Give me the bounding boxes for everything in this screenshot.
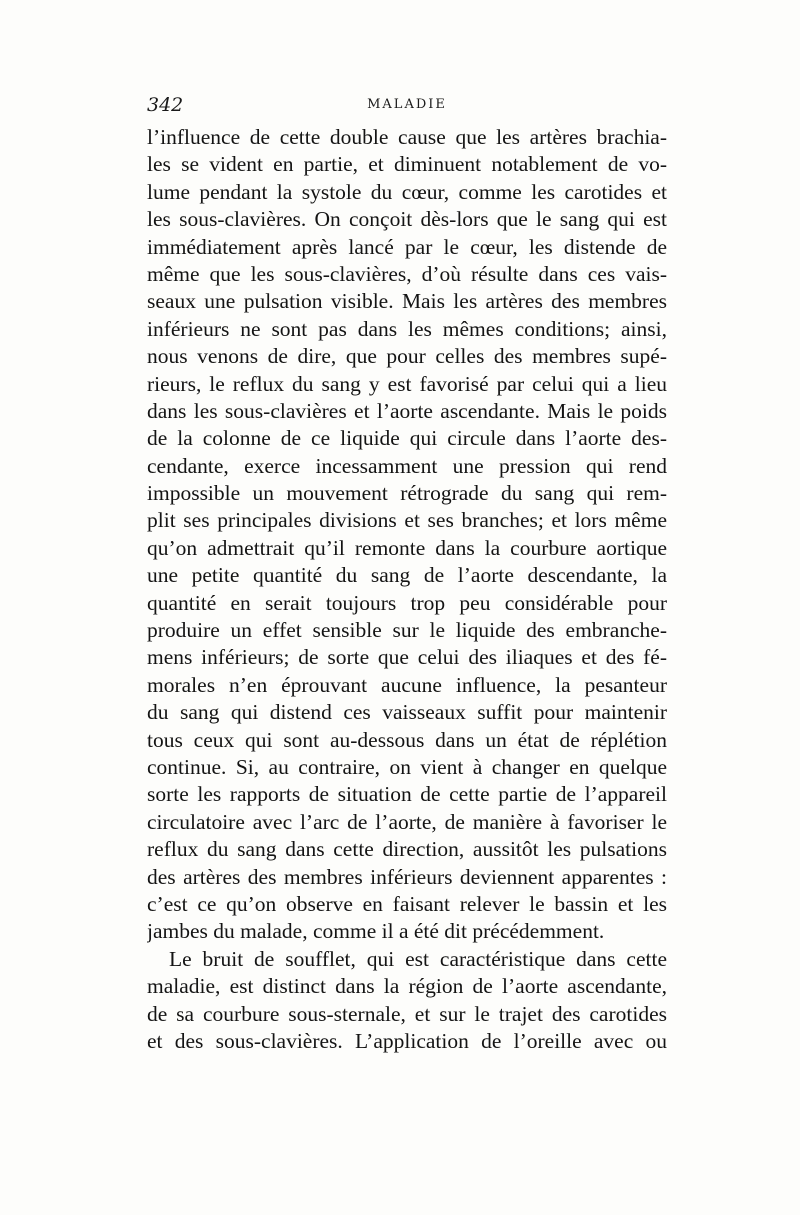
text-line: de sa courbure sous-sternale, et sur le trajet des carotides	[147, 1001, 667, 1026]
page-header	[147, 94, 667, 120]
page-number: 342	[147, 94, 184, 116]
text-line: une petite quantité du sang de l’aorte descendante, la	[147, 563, 667, 588]
text-line: reflux du sang dans cette direction, aussitôt les pulsations	[147, 837, 667, 862]
text-line: lume pendant la systole du cœur, comme les carotides et	[147, 179, 667, 204]
text-line: Le bruit de soufflet, qui est caractéristique dans cette	[169, 946, 667, 971]
text-line: même que les sous-clavières, d’où résulte dans ces vais-	[147, 261, 667, 286]
text-line: morales n’en éprouvant aucune influence, la pesanteur	[147, 672, 667, 697]
text-line: seaux une pulsation visible. Mais les artères des membres	[147, 289, 667, 314]
text-line: tous ceux qui sont au-dessous dans un état de réplétion	[147, 727, 667, 752]
text-line: quantité en serait toujours trop peu considérable pour	[147, 590, 667, 615]
text-line: immédiatement après lancé par le cœur, les distende de	[147, 234, 667, 259]
text-line: qu’on admettrait qu’il remonte dans la courbure aortique	[147, 535, 667, 560]
text-line: mens inférieurs; de sorte que celui des iliaques et des fé-	[147, 645, 667, 670]
text-line: jambes du malade, comme il a été dit précédemment.	[147, 919, 605, 944]
text-line: dans les sous-clavières et l’aorte ascendante. Mais le poids	[147, 398, 667, 423]
text-line: produire un effet sensible sur le liquide des embranche-	[147, 618, 667, 643]
running-head: MALADIE	[367, 97, 447, 112]
text-line: nous venons de dire, que pour celles des membres supé-	[147, 344, 667, 369]
body-text	[147, 124, 667, 1055]
text-line: des artères des membres inférieurs deviennent apparentes :	[147, 864, 667, 889]
text-line: l’influence de cette double cause que les artères brachia-	[147, 125, 667, 149]
text-line: impossible un mouvement rétrograde du sang qui rem-	[147, 481, 667, 506]
text-line: plit ses principales divisions et ses branches; et lors même	[147, 508, 667, 533]
text-line: c’est ce qu’on observe en faisant relever le bassin et les	[147, 891, 667, 916]
text-line: maladie, est distinct dans la région de l’aorte ascendante,	[147, 974, 667, 999]
text-line: inférieurs ne sont pas dans les mêmes conditions; ainsi,	[147, 316, 667, 341]
text-line: circulatoire avec l’arc de l’aorte, de manière à favoriser le	[147, 809, 667, 834]
text-line: cendante, exerce incessamment une pression qui rend	[147, 453, 667, 478]
text-line: sorte les rapports de situation de cette partie de l’appareil	[147, 782, 667, 807]
text-line: de la colonne de ce liquide qui circule dans l’aorte des-	[147, 426, 667, 451]
text-line: du sang qui distend ces vaisseaux suffit pour maintenir	[147, 700, 667, 725]
text-line: les sous-clavières. On conçoit dès-lors que le sang qui est	[147, 207, 667, 232]
paragraph-2	[147, 946, 667, 1056]
text-line: et des sous-clavières. L’application de l’oreille avec ou	[147, 1028, 667, 1053]
text-line: rieurs, le reflux du sang y est favorisé par celui qui a lieu	[147, 371, 667, 396]
paragraph-1	[147, 124, 667, 946]
text-line: les se vident en partie, et diminuent notablement de vo-	[147, 152, 667, 177]
text-line: continue. Si, au contraire, on vient à changer en quelque	[147, 754, 667, 779]
